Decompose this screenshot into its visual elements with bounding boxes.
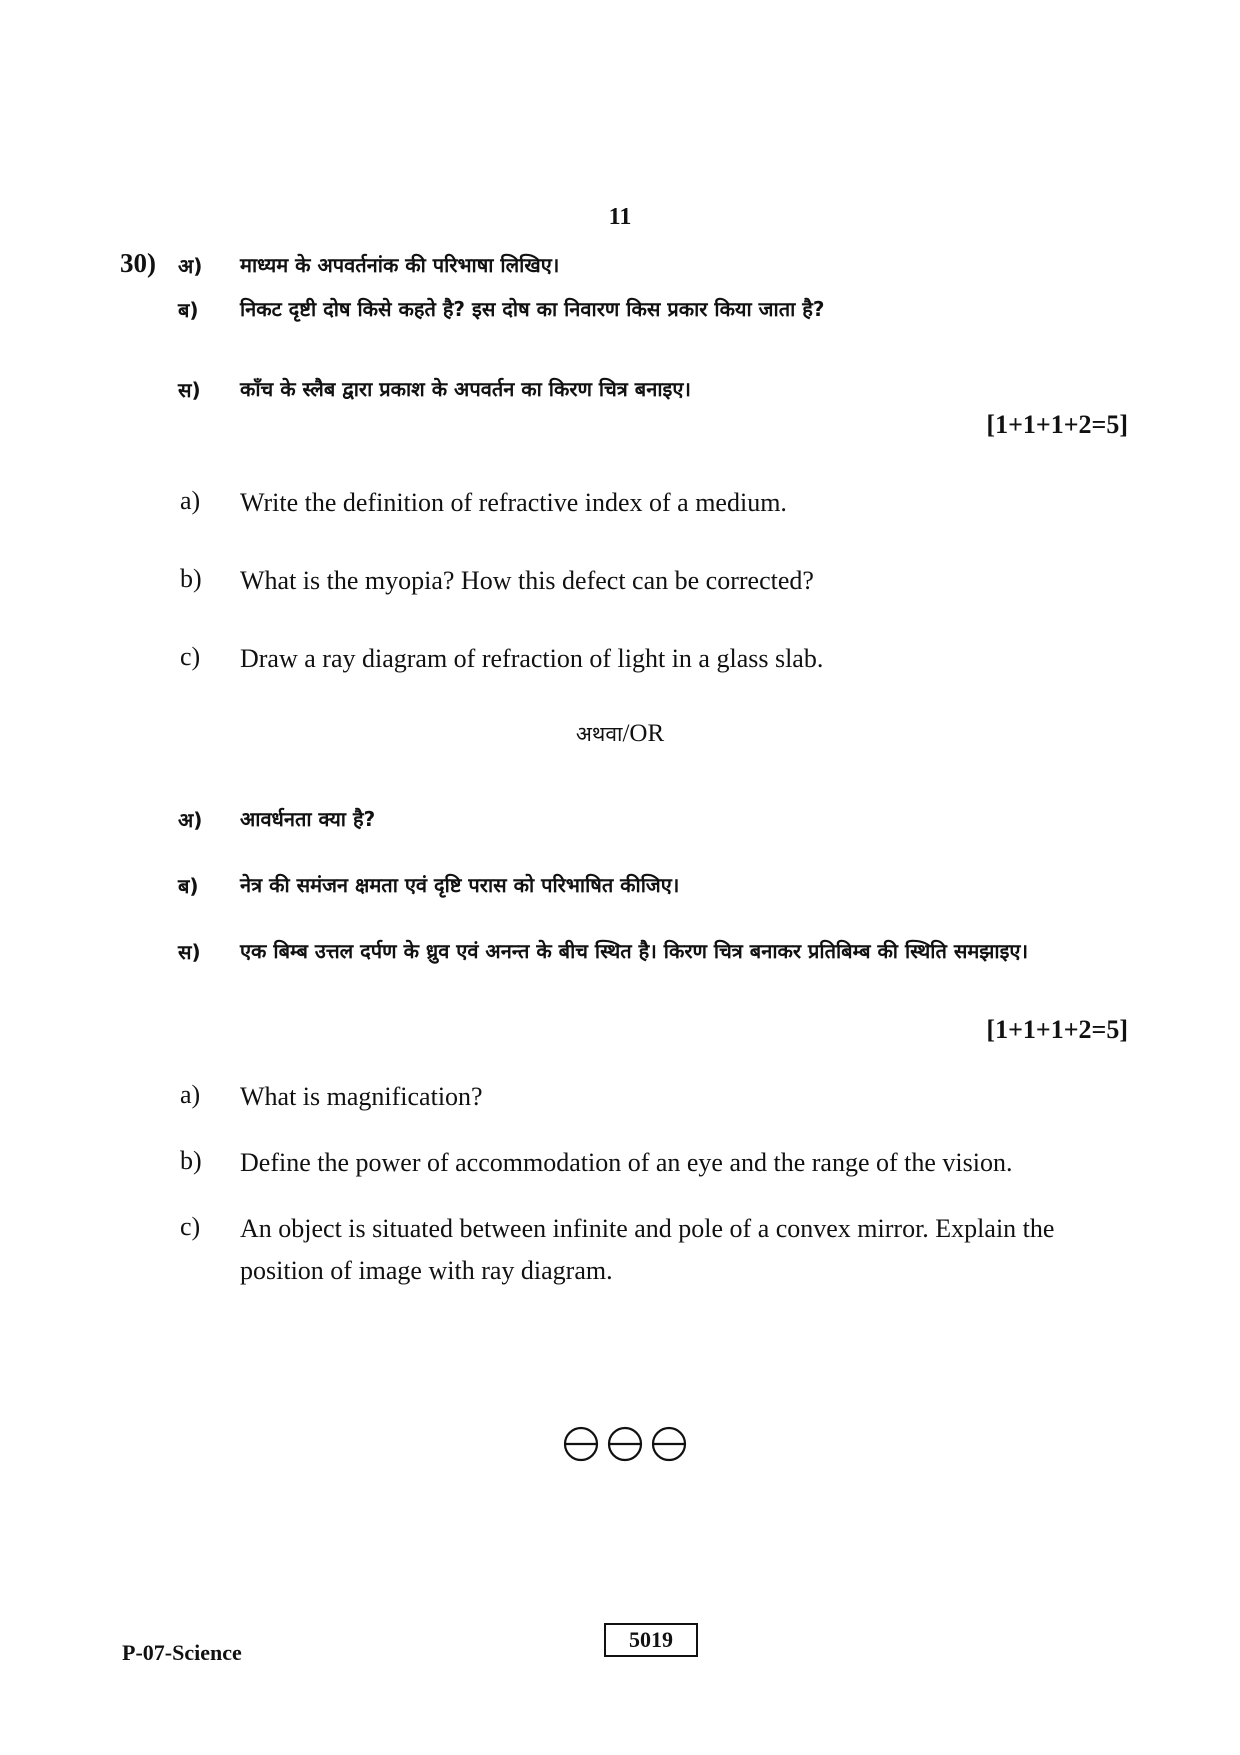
english-alt-label-b: b): [180, 1146, 202, 1175]
english-alt-question-a: What is magnification?: [240, 1082, 483, 1111]
marks-distribution-1: [1+1+1+2=5]: [986, 410, 1128, 439]
english-label-a: a): [180, 486, 201, 515]
english-alt-label-a: a): [180, 1080, 201, 1109]
english-alt-question-c: An object is situated between infinite and pole of a convex mirror. Explain the position of image with ray diagram.: [240, 1214, 1055, 1285]
hindi-label-c: स): [178, 378, 201, 402]
or-hindi: अथवा: [575, 722, 623, 746]
english-label-c: c): [180, 642, 201, 671]
or-slash: /: [622, 720, 630, 747]
hindi-question-a: माध्यम के अपवर्तनांक की परिभाषा लिखिए।: [240, 253, 560, 277]
hindi-label-b: ब): [178, 298, 199, 322]
paper-code: P-07-Science: [122, 1640, 242, 1665]
english-question-c: Draw a ray diagram of refraction of light in a glass slab.: [240, 644, 824, 673]
hindi-alt-question-a: आवर्धनता क्या है?: [240, 807, 376, 831]
english-alt-question-b: Define the power of accommodation of an eye and the range of the vision.: [240, 1148, 1013, 1177]
hindi-question-b: निकट दृष्टी दोष किसे कहते है? इस दोष का निवारण किस प्रकार किया जाता है?: [240, 297, 825, 321]
or-english: OR: [629, 720, 665, 747]
marks-distribution-2: [1+1+1+2=5]: [986, 1015, 1128, 1044]
english-question-b: What is the myopia? How this defect can be corrected?: [240, 566, 814, 595]
end-of-paper-icon: [560, 1424, 690, 1464]
hindi-label-a: अ): [178, 254, 203, 278]
question-number: 30): [120, 248, 156, 278]
english-label-b: b): [180, 564, 202, 593]
or-separator: [0, 720, 1240, 748]
hindi-alt-label-a: अ): [178, 808, 203, 832]
hindi-alt-label-c: स): [178, 940, 201, 964]
english-alt-label-c: c): [180, 1212, 201, 1241]
hindi-alt-question-c: एक बिम्ब उत्तल दर्पण के ध्रुव एवं अनन्त के बीच स्थित है। किरण चित्र बनाकर प्रतिबिम्ब की स्थिति समझाइए।: [240, 939, 1029, 963]
page-number: 11: [608, 204, 632, 230]
hindi-alt-question-b: नेत्र की समंजन क्षमता एवं दृष्टि परास को परिभाषित कीजिए।: [240, 873, 680, 897]
hindi-alt-label-b: ब): [178, 874, 199, 898]
booklet-code-box: 5019: [604, 1623, 698, 1657]
english-question-a: Write the definition of refractive index of a medium.: [240, 488, 787, 517]
hindi-question-c: काँच के स्लैब द्वारा प्रकाश के अपवर्तन का किरण चित्र बनाइए।: [240, 377, 691, 401]
